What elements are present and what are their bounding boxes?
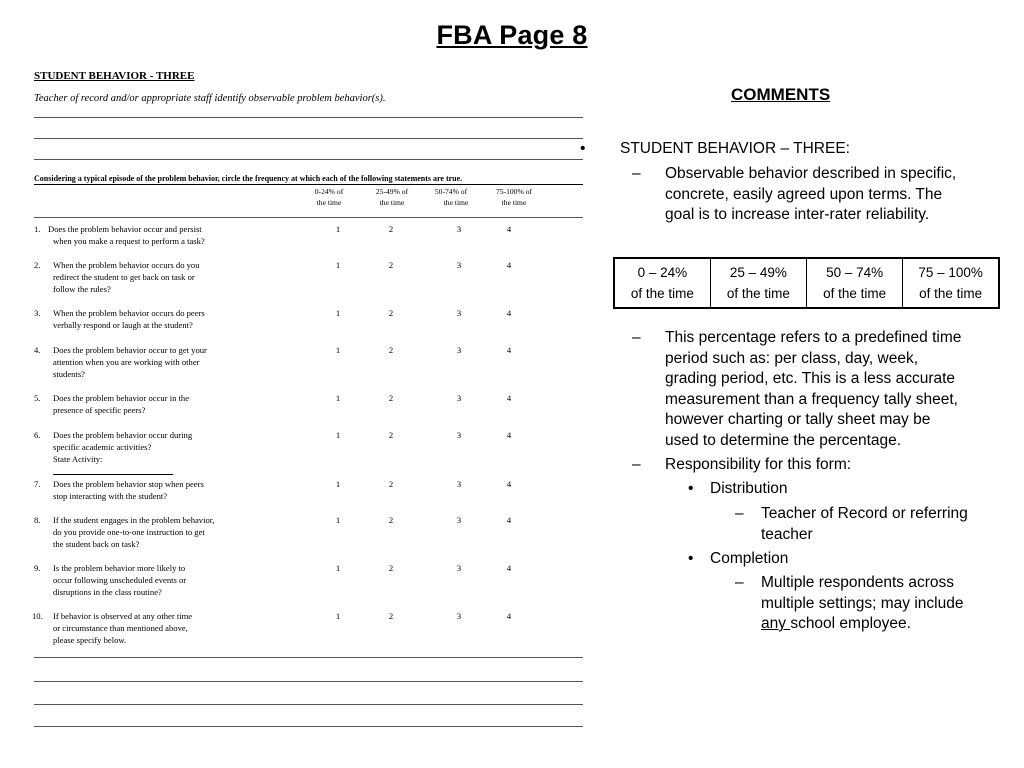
divider (34, 217, 583, 218)
dash-icon: – (632, 165, 641, 182)
rating-option[interactable]: 4 (506, 515, 512, 525)
dash-icon: – (735, 505, 744, 522)
question-text: If the student engages in the problem behavior, do you provide one-to-one instruction to get the student back on task? (53, 515, 215, 549)
comment-bullet-heading: STUDENT BEHAVIOR – THREE: (620, 140, 850, 157)
comments-title: COMMENTS (731, 85, 831, 104)
rating-option[interactable]: 2 (388, 308, 394, 318)
rating-option[interactable]: 4 (506, 563, 512, 573)
rating-option[interactable]: 3 (456, 563, 462, 573)
state-activity-input[interactable] (53, 465, 173, 475)
question-text: Does the problem behavior occur to get your attention when you are working with other students? (53, 345, 207, 379)
percentage-cell: 75 – 100% of the time (903, 258, 999, 308)
rating-option[interactable]: 1 (335, 224, 341, 234)
comment-percentage: This percentage refers to a predefined time period such as: per class, day, week, grading period, etc. This is a less accurate measurement than a frequency tally sheet, however charting or tally sheet may be used to determine the percentage. (665, 329, 962, 449)
rating-option[interactable]: 3 (456, 308, 462, 318)
comment-observable: Observable behavior described in specific, concrete, easily agreed upon terms. The goal is to increase inter-rater reliability. (665, 165, 957, 223)
form-instruction: Teacher of record and/or appropriate staff identify observable problem behavior(s). (34, 93, 386, 104)
rating-option[interactable]: 2 (388, 430, 394, 440)
rating-option[interactable]: 1 (335, 393, 341, 403)
rating-option[interactable]: 1 (335, 479, 341, 489)
dash-icon: – (632, 456, 641, 473)
answer-line[interactable] (34, 159, 583, 160)
answer-line[interactable] (34, 726, 583, 727)
answer-line[interactable] (34, 704, 583, 705)
rating-option[interactable]: 1 (335, 430, 341, 440)
rating-option[interactable]: 1 (335, 563, 341, 573)
comment-distribution: Distribution (710, 480, 788, 497)
state-activity-field: State Activity: (53, 453, 293, 475)
rating-option[interactable]: 2 (388, 611, 394, 621)
rating-option[interactable]: 3 (456, 611, 462, 621)
rating-option[interactable]: 3 (456, 515, 462, 525)
answer-line[interactable] (34, 117, 583, 118)
rating-option[interactable]: 4 (506, 430, 512, 440)
rating-option[interactable]: 2 (388, 515, 394, 525)
question-text: Is the problem behavior more likely to occur following unscheduled events or disruptions in the class routine? (53, 563, 187, 597)
rating-option[interactable]: 4 (506, 345, 512, 355)
rating-option[interactable]: 2 (388, 260, 394, 270)
question-text: Does the problem behavior occur during specific academic activities? State Activity: (53, 429, 293, 475)
column-header: 75-100% of the time (495, 187, 533, 207)
rating-option[interactable]: 4 (506, 224, 512, 234)
divider (34, 184, 583, 185)
rating-option[interactable]: 4 (506, 611, 512, 621)
question-text: When the problem behavior occurs do peers verbally respond or laugh at the student? (53, 308, 205, 330)
column-header: 25-49% of the time (375, 187, 409, 207)
dash-icon: – (632, 329, 641, 346)
answer-line[interactable] (34, 681, 583, 682)
question-text: When the problem behavior occurs do you redirect the student to get back on task or follow the rules? (53, 260, 200, 294)
column-header: 50-74% of the time (434, 187, 469, 207)
rating-option[interactable]: 2 (388, 479, 394, 489)
rating-option[interactable]: 2 (388, 345, 394, 355)
answer-line[interactable] (34, 657, 583, 658)
percentage-table (613, 257, 1000, 309)
question-text: If behavior is observed at any other time or circumstance than mentioned above, please specify below. (53, 611, 193, 645)
rating-option[interactable]: 4 (506, 260, 512, 270)
rating-option[interactable]: 4 (506, 479, 512, 489)
question-text: Does the problem behavior occur in the presence of specific peers? (53, 393, 190, 415)
column-header: 0-24% of the time (314, 187, 344, 207)
question-text: Does the problem behavior stop when peers stop interacting with the student? (53, 479, 204, 501)
comment-completion: Completion (710, 550, 789, 567)
bullet-icon: • (688, 550, 694, 567)
rating-option[interactable]: 1 (335, 345, 341, 355)
bullet-icon: • (688, 480, 694, 497)
percentage-cell: 50 – 74% of the time (807, 258, 903, 308)
dash-icon: – (735, 574, 744, 591)
rating-option[interactable]: 3 (456, 260, 462, 270)
bullet-icon: • (580, 140, 586, 157)
page-title: FBA Page 8 (436, 20, 588, 50)
rating-option[interactable]: 4 (506, 393, 512, 403)
comment-distribution-detail: Teacher of Record or referring teacher (761, 505, 968, 543)
rating-option[interactable]: 3 (456, 393, 462, 403)
rating-option[interactable]: 1 (335, 515, 341, 525)
percentage-cell: 25 – 49% of the time (710, 258, 806, 308)
rating-option[interactable]: 1 (335, 308, 341, 318)
section-heading: STUDENT BEHAVIOR - THREE (34, 70, 195, 82)
rating-option[interactable]: 2 (388, 393, 394, 403)
comment-completion-detail: Multiple respondents across multiple settings; may include any school employee. (761, 574, 964, 632)
rating-option[interactable]: 2 (388, 563, 394, 573)
rating-option[interactable]: 1 (335, 260, 341, 270)
rating-option[interactable]: 2 (388, 224, 394, 234)
percentage-cell: 0 – 24% of the time (614, 258, 710, 308)
comment-responsibility: Responsibility for this form: (665, 456, 852, 473)
any-underlined: any (761, 615, 791, 632)
rating-option[interactable]: 3 (456, 430, 462, 440)
answer-line[interactable] (34, 138, 583, 139)
rating-option[interactable]: 4 (506, 308, 512, 318)
rating-option[interactable]: 3 (456, 224, 462, 234)
rating-option[interactable]: 1 (335, 611, 341, 621)
question-text: Does the problem behavior occur and persist when you make a request to perform a task? (48, 224, 205, 246)
rating-option[interactable]: 3 (456, 479, 462, 489)
consider-instruction: Considering a typical episode of the problem behavior, circle the frequency at which each of the following statements are true. (34, 174, 463, 183)
rating-option[interactable]: 3 (456, 345, 462, 355)
